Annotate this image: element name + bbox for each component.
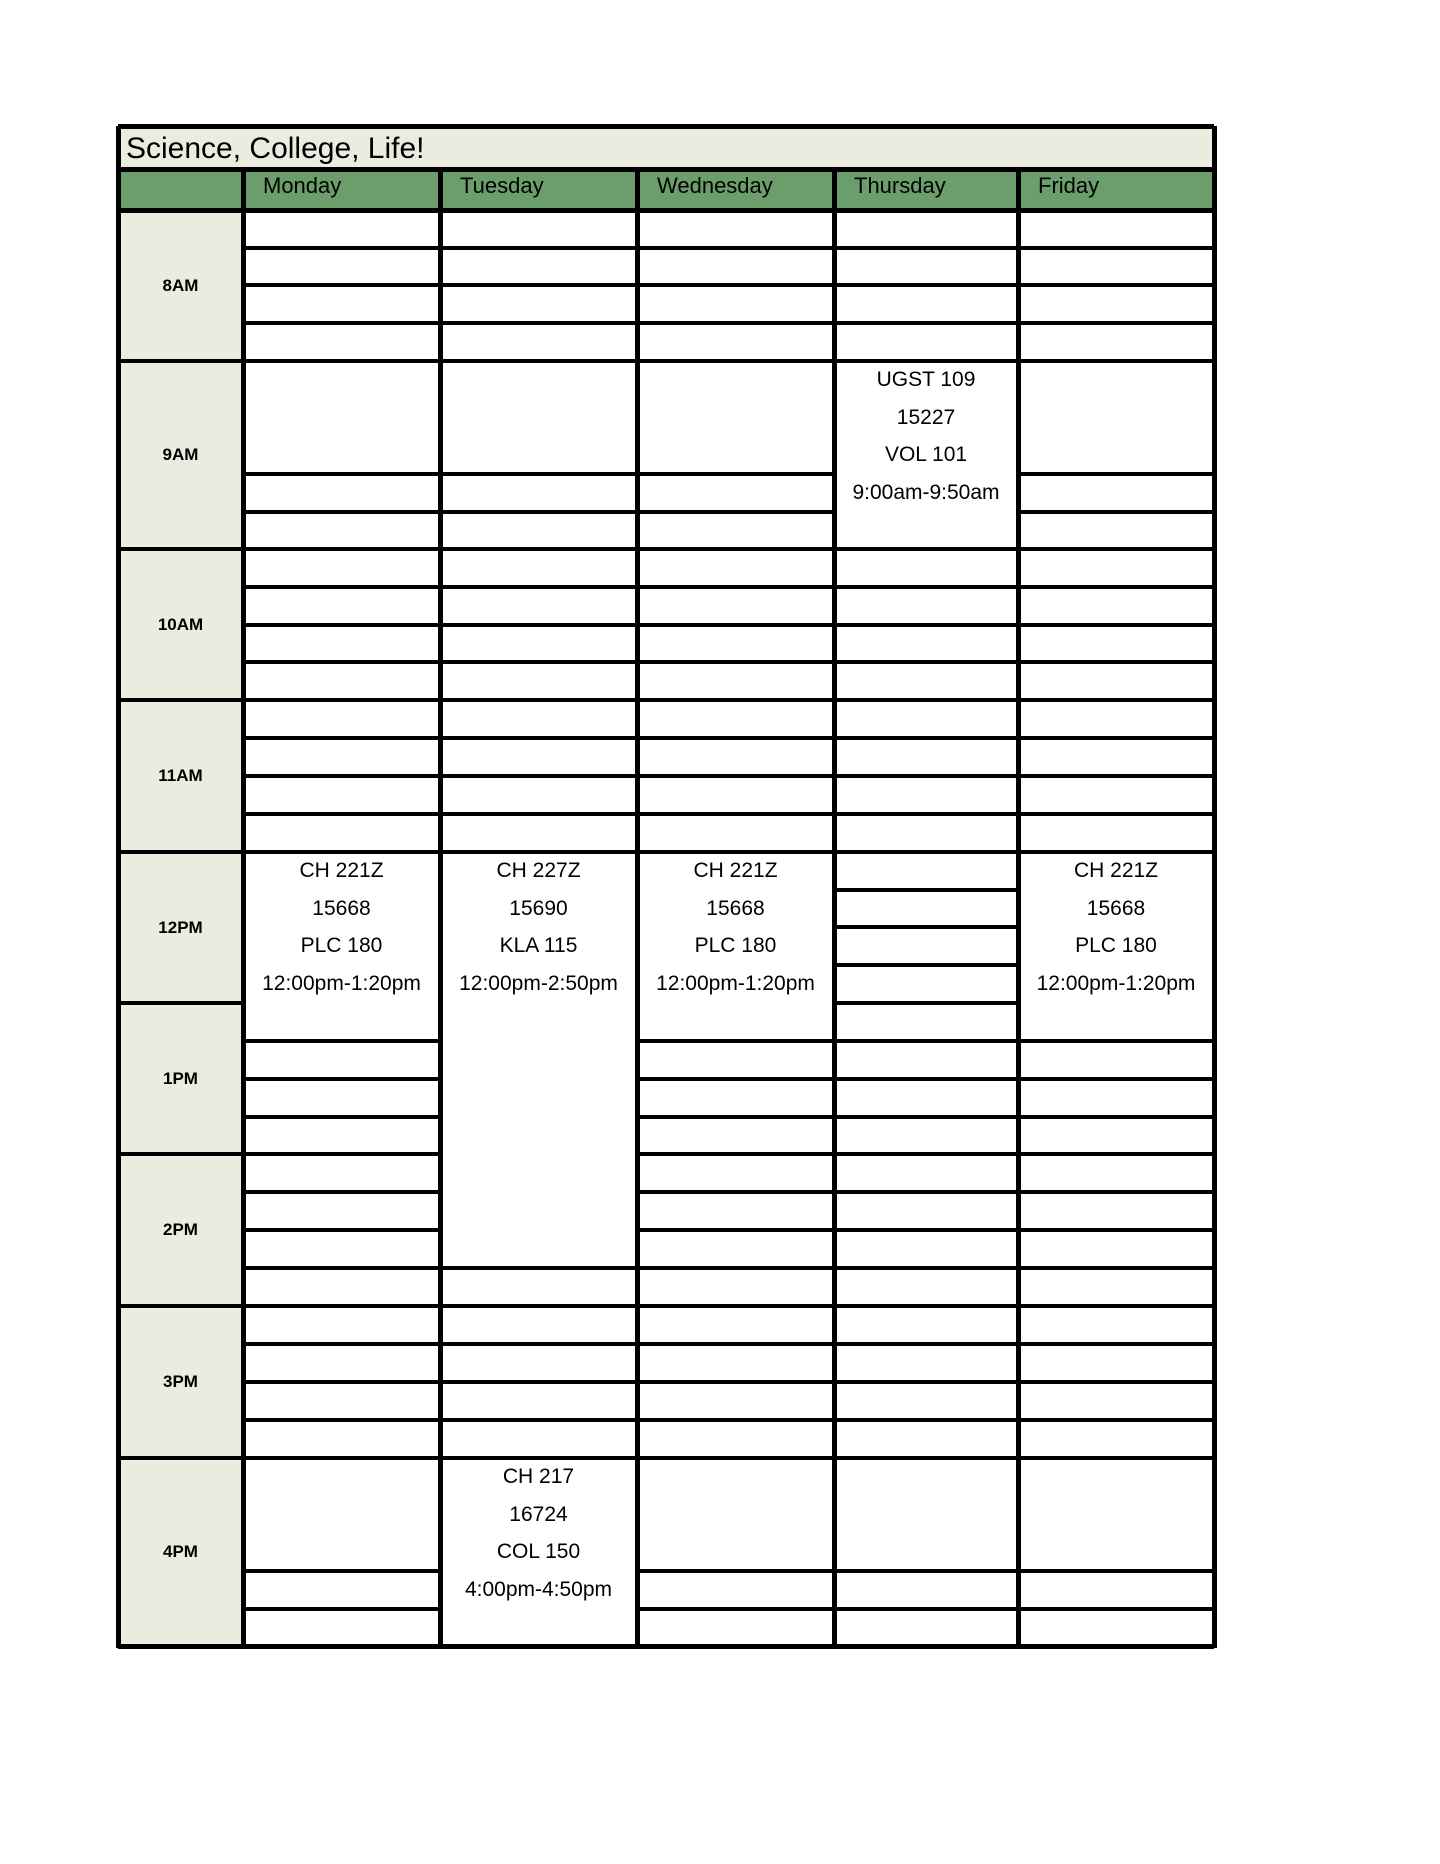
- grid-line: [243, 321, 440, 325]
- grid-line: [834, 736, 1018, 740]
- grid-line: [243, 660, 440, 664]
- course-room: PLC 180: [694, 934, 777, 957]
- grid-line: [243, 1190, 440, 1194]
- course-code: CH 221Z: [299, 859, 384, 882]
- grid-line: [834, 585, 1018, 589]
- grid-line: [637, 623, 834, 627]
- grid-line: [834, 1001, 1018, 1005]
- time-label: 1PM: [163, 1068, 198, 1088]
- grid-line: [834, 925, 1018, 929]
- time-label: 3PM: [163, 1372, 198, 1391]
- grid-line: [637, 510, 834, 514]
- grid-line: [1018, 1607, 1214, 1611]
- grid-line: [1018, 660, 1214, 664]
- grid-line: [243, 774, 440, 778]
- grid-line: [440, 1342, 637, 1346]
- grid-line: [834, 1418, 1018, 1422]
- grid-line: [243, 1569, 440, 1573]
- course-time: 4:00pm-4:50pm: [464, 1577, 613, 1601]
- grid-line: [1018, 1304, 1214, 1308]
- grid-line: [834, 321, 1018, 325]
- grid-line: [1018, 472, 1214, 476]
- grid-line: [1018, 1077, 1214, 1081]
- grid-line: [834, 547, 1018, 551]
- grid-line: [637, 774, 834, 778]
- grid-line: [834, 1077, 1018, 1081]
- course-room: COL 150: [496, 1540, 581, 1563]
- grid-line: [440, 736, 637, 740]
- course-room: PLC 180: [1075, 934, 1157, 957]
- course-code: CH 221Z: [1073, 859, 1159, 882]
- day-header-monday: Monday: [263, 173, 342, 198]
- grid-line: [637, 812, 834, 816]
- grid-line: [243, 1418, 440, 1422]
- grid-line: [1018, 1115, 1214, 1119]
- hour-line: [118, 547, 243, 551]
- time-label: 11AM: [158, 766, 203, 785]
- time-label: 2PM: [163, 1220, 198, 1239]
- frame-line: [118, 208, 1214, 213]
- grid-line: [637, 1569, 834, 1573]
- course-block[interactable]: [440, 852, 637, 1004]
- grid-line: [834, 1380, 1018, 1384]
- grid-line: [243, 1380, 440, 1384]
- grid-line: [243, 1266, 440, 1270]
- hour-line: [118, 850, 243, 854]
- grid-line: [834, 774, 1018, 778]
- grid-line: [440, 246, 637, 250]
- grid-line: [440, 1380, 637, 1384]
- grid-line: [243, 623, 440, 627]
- grid-line: [1018, 1039, 1214, 1043]
- grid-line: [243, 1228, 440, 1232]
- grid-line: [243, 472, 440, 476]
- time-label: 12PM: [158, 917, 203, 937]
- grid-line: [1018, 1456, 1214, 1460]
- grid-line: [1018, 246, 1214, 250]
- grid-line: [1018, 547, 1214, 551]
- grid-line: [834, 812, 1018, 816]
- hour-line: [118, 1304, 243, 1308]
- grid-line: [243, 1304, 440, 1308]
- grid-line: [440, 472, 637, 476]
- course-block[interactable]: [834, 361, 1018, 513]
- grid-line: [440, 623, 637, 627]
- grid-line: [834, 1304, 1018, 1308]
- day-header-wednesday: Wednesday: [657, 173, 773, 198]
- grid-line: [834, 1152, 1018, 1156]
- grid-line: [440, 774, 637, 778]
- course-code: CH 227Z: [496, 859, 581, 882]
- grid-line: [1018, 698, 1214, 702]
- course-block[interactable]: [637, 852, 834, 1004]
- grid-line: [1018, 359, 1214, 363]
- course-room: PLC 180: [300, 934, 383, 957]
- grid-line: [1018, 1380, 1214, 1384]
- frame-line: [118, 167, 1214, 172]
- grid-line: [243, 1152, 440, 1156]
- grid-line: [243, 359, 440, 363]
- grid-line: [243, 698, 440, 702]
- grid-line: [637, 698, 834, 702]
- grid-line: [637, 359, 834, 363]
- grid-line: [1018, 1569, 1214, 1573]
- grid-line: [834, 1039, 1018, 1043]
- grid-line: [637, 1266, 834, 1270]
- grid-line: [243, 812, 440, 816]
- course-time: 12:00pm-1:20pm: [1036, 971, 1196, 995]
- course-crn: 15668: [312, 896, 371, 920]
- grid-line: [637, 585, 834, 589]
- grid-line: [834, 888, 1018, 892]
- grid-line: [1018, 1152, 1214, 1156]
- grid-line: [834, 1569, 1018, 1573]
- course-time: 12:00pm-1:20pm: [262, 971, 421, 995]
- time-label: 9AM: [162, 445, 199, 464]
- grid-line: [1018, 283, 1214, 287]
- grid-line: [243, 283, 440, 287]
- day-header-friday: Friday: [1038, 173, 1100, 198]
- grid-line: [637, 1190, 834, 1194]
- grid-line: [440, 1304, 637, 1308]
- grid-line: [243, 1077, 440, 1081]
- course-crn: 15668: [1086, 896, 1146, 920]
- hour-line: [118, 698, 243, 702]
- grid-line: [1018, 623, 1214, 627]
- grid-line: [637, 1607, 834, 1611]
- course-time: 9:00am-9:50am: [852, 480, 1000, 504]
- hour-line: [118, 1152, 243, 1156]
- grid-line: [834, 1115, 1018, 1119]
- grid-line: [637, 1115, 834, 1119]
- grid-line: [637, 321, 834, 325]
- grid-line: [637, 1342, 834, 1346]
- grid-line: [440, 1418, 637, 1422]
- course-crn: 16724: [509, 1502, 568, 1526]
- course-time: 12:00pm-1:20pm: [656, 971, 815, 995]
- day-header-thursday: Thursday: [854, 173, 946, 198]
- grid-line: [243, 736, 440, 740]
- grid-line: [834, 1607, 1018, 1611]
- course-crn: 15690: [509, 896, 568, 920]
- grid-line: [440, 1266, 637, 1270]
- course-block[interactable]: [243, 852, 440, 1004]
- grid-line: [637, 1152, 834, 1156]
- grid-line: [1018, 321, 1214, 325]
- grid-line: [440, 510, 637, 514]
- grid-line: [834, 963, 1018, 967]
- grid-line: [1018, 736, 1214, 740]
- time-label: 4PM: [163, 1542, 198, 1561]
- grid-line: [637, 1418, 834, 1422]
- page-title: Science, College, Life!: [126, 132, 425, 165]
- grid-line: [637, 472, 834, 476]
- grid-line: [1018, 812, 1214, 816]
- grid-line: [834, 1342, 1018, 1346]
- frame-line: [118, 1644, 1214, 1649]
- grid-line: [834, 850, 1018, 854]
- course-time: 12:00pm-2:50pm: [459, 971, 618, 995]
- grid-line: [834, 246, 1018, 250]
- course-code: CH 221Z: [693, 859, 778, 882]
- hour-line: [118, 1001, 243, 1005]
- grid-line: [1018, 1266, 1214, 1270]
- grid-line: [243, 585, 440, 589]
- grid-line: [243, 547, 440, 551]
- grid-line: [834, 1190, 1018, 1194]
- day-header-tuesday: Tuesday: [460, 173, 544, 198]
- grid-line: [243, 1039, 440, 1043]
- grid-line: [834, 283, 1018, 287]
- frame-line: [118, 124, 1214, 129]
- grid-line: [243, 510, 440, 514]
- grid-line: [637, 1304, 834, 1308]
- grid-line: [440, 547, 637, 551]
- grid-line: [1018, 510, 1214, 514]
- hour-line: [118, 1456, 243, 1460]
- grid-line: [1018, 1418, 1214, 1422]
- grid-line: [243, 246, 440, 250]
- grid-line: [834, 660, 1018, 664]
- course-code: CH 217: [502, 1465, 575, 1488]
- time-label: 8AM: [162, 275, 199, 295]
- grid-line: [243, 1115, 440, 1119]
- grid-line: [637, 1039, 834, 1043]
- grid-line: [637, 547, 834, 551]
- grid-line: [834, 1228, 1018, 1232]
- grid-line: [440, 321, 637, 325]
- grid-line: [637, 1228, 834, 1232]
- grid-line: [834, 1456, 1018, 1460]
- grid-line: [243, 1456, 440, 1460]
- grid-line: [637, 1380, 834, 1384]
- grid-line: [440, 698, 637, 702]
- grid-line: [1018, 585, 1214, 589]
- grid-line: [440, 359, 637, 363]
- grid-line: [440, 660, 637, 664]
- grid-line: [243, 1342, 440, 1346]
- hour-line: [118, 359, 243, 363]
- grid-line: [637, 283, 834, 287]
- course-room: KLA 115: [499, 934, 578, 957]
- grid-line: [243, 1607, 440, 1611]
- course-block[interactable]: [1018, 852, 1214, 1004]
- grid-line: [1018, 774, 1214, 778]
- grid-line: [834, 623, 1018, 627]
- course-crn: 15227: [896, 405, 956, 429]
- grid-line: [637, 1456, 834, 1460]
- grid-line: [1018, 1228, 1214, 1232]
- grid-line: [834, 698, 1018, 702]
- grid-line: [440, 812, 637, 816]
- grid-line: [440, 283, 637, 287]
- grid-line: [834, 1266, 1018, 1270]
- grid-line: [440, 585, 637, 589]
- grid-line: [637, 736, 834, 740]
- column-line: [116, 126, 121, 1648]
- grid-line: [637, 1077, 834, 1081]
- course-block[interactable]: [440, 1458, 637, 1610]
- grid-line: [1018, 1190, 1214, 1194]
- grid-line: [1018, 1342, 1214, 1346]
- course-room: VOL 101: [884, 443, 968, 466]
- course-crn: 15668: [706, 896, 765, 920]
- grid-line: [637, 246, 834, 250]
- course-code: UGST 109: [876, 368, 976, 391]
- grid-line: [637, 660, 834, 664]
- time-label: 10AM: [157, 614, 204, 634]
